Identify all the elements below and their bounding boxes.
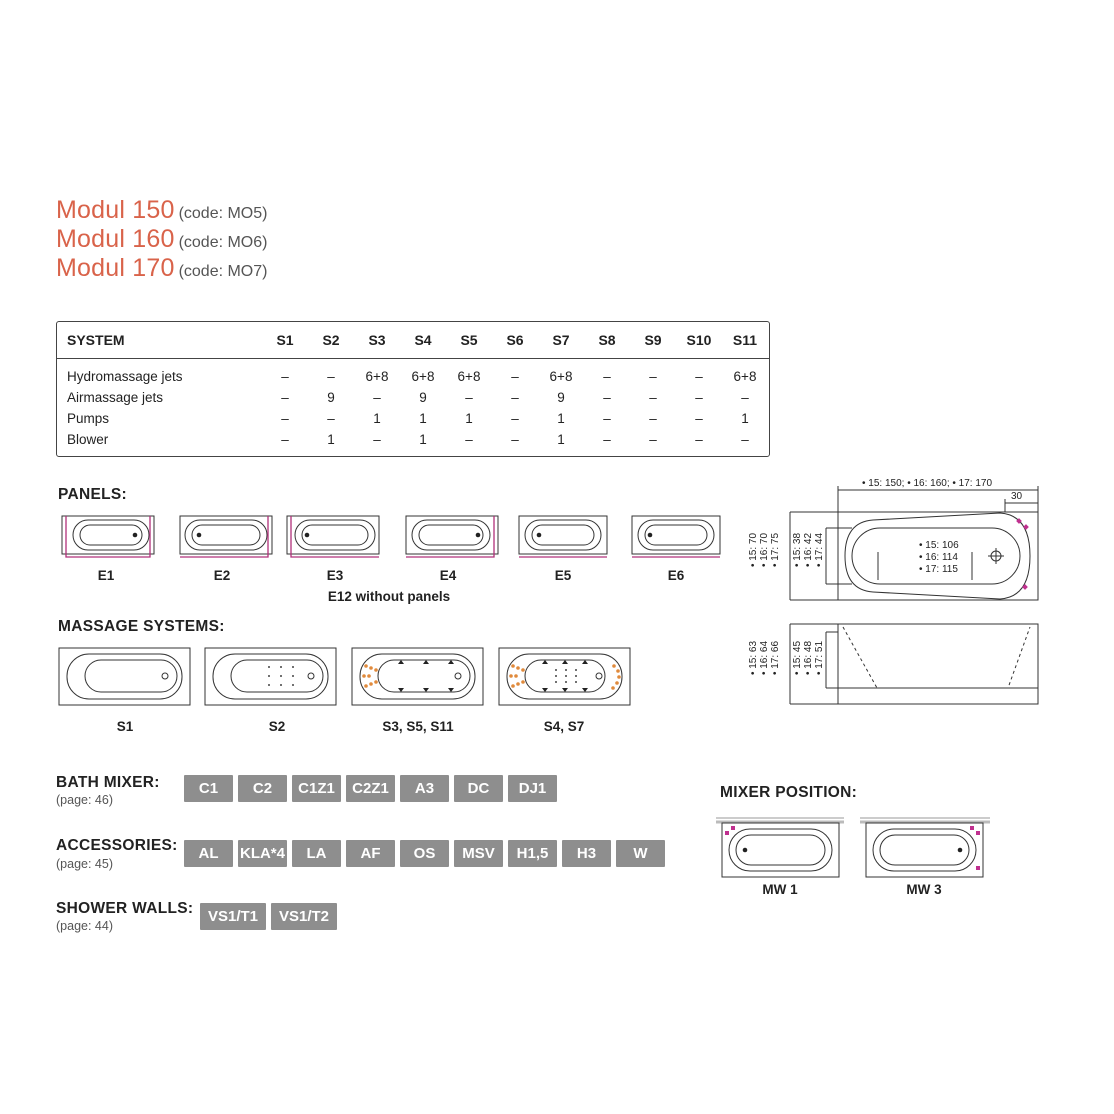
table-cell: 1 — [557, 411, 565, 426]
column-header: S11 — [732, 332, 758, 348]
mixer-mw1-drawing — [716, 818, 844, 877]
massage-caption-s2: S2 — [268, 719, 286, 734]
table-cell: – — [373, 432, 381, 447]
table-cell: – — [695, 390, 703, 405]
table-cell: – — [373, 390, 381, 405]
mixer-caption-mw3: MW 3 — [906, 882, 942, 897]
mixer-caption-mw1: MW 1 — [762, 882, 798, 897]
bath-mixer-chip: A3 — [400, 775, 449, 802]
panel-caption-e3: E3 — [326, 568, 344, 583]
table-cell: – — [327, 369, 335, 384]
table-cell: – — [695, 411, 703, 426]
accessories-chip: W — [616, 840, 665, 867]
table-cell: – — [695, 369, 703, 384]
title-modul-160: Modul 160 (code: MO6) — [56, 225, 268, 253]
table-cell: 6+8 — [549, 369, 573, 384]
column-header: S3 — [368, 332, 386, 348]
table-cell: – — [603, 369, 611, 384]
shower-walls-label: SHOWER WALLS: — [56, 900, 194, 917]
table-cell: – — [511, 411, 519, 426]
bath-mixer-chip: C1Z1 — [292, 775, 341, 802]
accessories-chip: OS — [400, 840, 449, 867]
table-cell: – — [603, 432, 611, 447]
column-header: S5 — [460, 332, 478, 348]
table-cell: – — [281, 411, 289, 426]
table-cell: – — [281, 432, 289, 447]
row-label: Airmassage jets — [67, 390, 164, 405]
mixer-position-label: MIXER POSITION: — [720, 784, 858, 801]
table-cell: – — [281, 390, 289, 405]
table-cell: – — [465, 432, 473, 447]
row-label: Hydromassage jets — [67, 369, 183, 384]
inner-length-dimension: • 15: 106 • 16: 114 • 17: 115 — [919, 540, 959, 575]
table-cell: – — [465, 390, 473, 405]
column-header: S1 — [276, 332, 294, 348]
bath-mixer-chip: DC — [454, 775, 503, 802]
table-cell: – — [649, 390, 657, 405]
accessories-chip: H1,5 — [508, 840, 557, 867]
mixer-mw3-drawing — [860, 818, 990, 877]
bath-mixer-chip: C2 — [238, 775, 287, 802]
table-cell: 1 — [419, 432, 427, 447]
table-cell: 6+8 — [457, 369, 481, 384]
column-header: S8 — [598, 332, 616, 348]
table-cell: – — [511, 390, 519, 405]
accessories-label: ACCESSORIES: — [56, 837, 178, 854]
table-cell: – — [649, 432, 657, 447]
accessories-chip: AL — [184, 840, 233, 867]
title-modul-170: Modul 170 (code: MO7) — [56, 254, 268, 282]
panel-caption-e2: E2 — [213, 568, 231, 583]
accessories-chip: H3 — [562, 840, 611, 867]
table-cell: – — [511, 432, 519, 447]
bath-mixer-page: (page: 46) — [56, 793, 113, 807]
offset-dimension: 30 — [1011, 491, 1023, 502]
bath-mixer-chip: DJ1 — [508, 775, 557, 802]
table-cell: 6+8 — [411, 369, 435, 384]
table-cell: 1 — [741, 411, 749, 426]
bath-mixer-chip: C1 — [184, 775, 233, 802]
accessories-chip: AF — [346, 840, 395, 867]
accessories-chip: LA — [292, 840, 341, 867]
table-cell: – — [603, 411, 611, 426]
table-cell: 9 — [557, 390, 565, 405]
column-header: S10 — [686, 332, 712, 348]
panels-label: PANELS: — [58, 486, 127, 503]
table-cell: 1 — [373, 411, 381, 426]
accessories-page: (page: 45) — [56, 857, 113, 871]
row-label: Blower — [67, 432, 109, 447]
table-cell: 9 — [327, 390, 335, 405]
system-header-label: SYSTEM — [67, 332, 125, 348]
shower-walls-chip: VS1/T1 — [200, 903, 266, 930]
panel-caption-e4: E4 — [439, 568, 457, 583]
table-cell: – — [649, 369, 657, 384]
bath-mixer-label: BATH MIXER: — [56, 774, 160, 791]
accessories-chip: MSV — [454, 840, 503, 867]
table-cell: 6+8 — [733, 369, 757, 384]
table-cell: 1 — [419, 411, 427, 426]
title-modul-150: Modul 150 (code: MO5) — [56, 196, 268, 224]
table-cell: 9 — [419, 390, 427, 405]
massage-label: MASSAGE SYSTEMS: — [58, 618, 225, 635]
panel-caption-e6: E6 — [667, 568, 685, 583]
table-cell: – — [281, 369, 289, 384]
table-cell: – — [741, 390, 749, 405]
accessories-chip: KLA*4 — [238, 840, 287, 867]
shower-walls-chip: VS1/T2 — [271, 903, 337, 930]
table-cell: – — [327, 411, 335, 426]
table-cell: – — [741, 432, 749, 447]
table-cell: 1 — [465, 411, 473, 426]
column-header: S6 — [506, 332, 524, 348]
column-header: S9 — [644, 332, 662, 348]
column-header: S7 — [552, 332, 570, 348]
table-cell: 6+8 — [365, 369, 389, 384]
table-cell: 1 — [557, 432, 565, 447]
table-cell: – — [511, 369, 519, 384]
bath-mixer-chip: C2Z1 — [346, 775, 395, 802]
massage-caption-s4: S4, S7 — [543, 719, 585, 734]
length-dimension: • 15: 150; • 16: 160; • 17: 170 — [862, 478, 993, 489]
column-header: S2 — [322, 332, 340, 348]
panel-caption-e5: E5 — [554, 568, 572, 583]
row-label: Pumps — [67, 411, 110, 426]
table-cell: 1 — [327, 432, 335, 447]
table-cell: – — [603, 390, 611, 405]
panel-note: E12 without panels — [327, 589, 451, 604]
massage-caption-s3: S3, S5, S11 — [382, 719, 454, 734]
column-header: S4 — [414, 332, 432, 348]
table-cell: – — [649, 411, 657, 426]
shower-walls-page: (page: 44) — [56, 919, 113, 933]
table-cell: – — [695, 432, 703, 447]
panel-caption-e1: E1 — [97, 568, 115, 583]
massage-caption-s1: S1 — [116, 719, 134, 734]
